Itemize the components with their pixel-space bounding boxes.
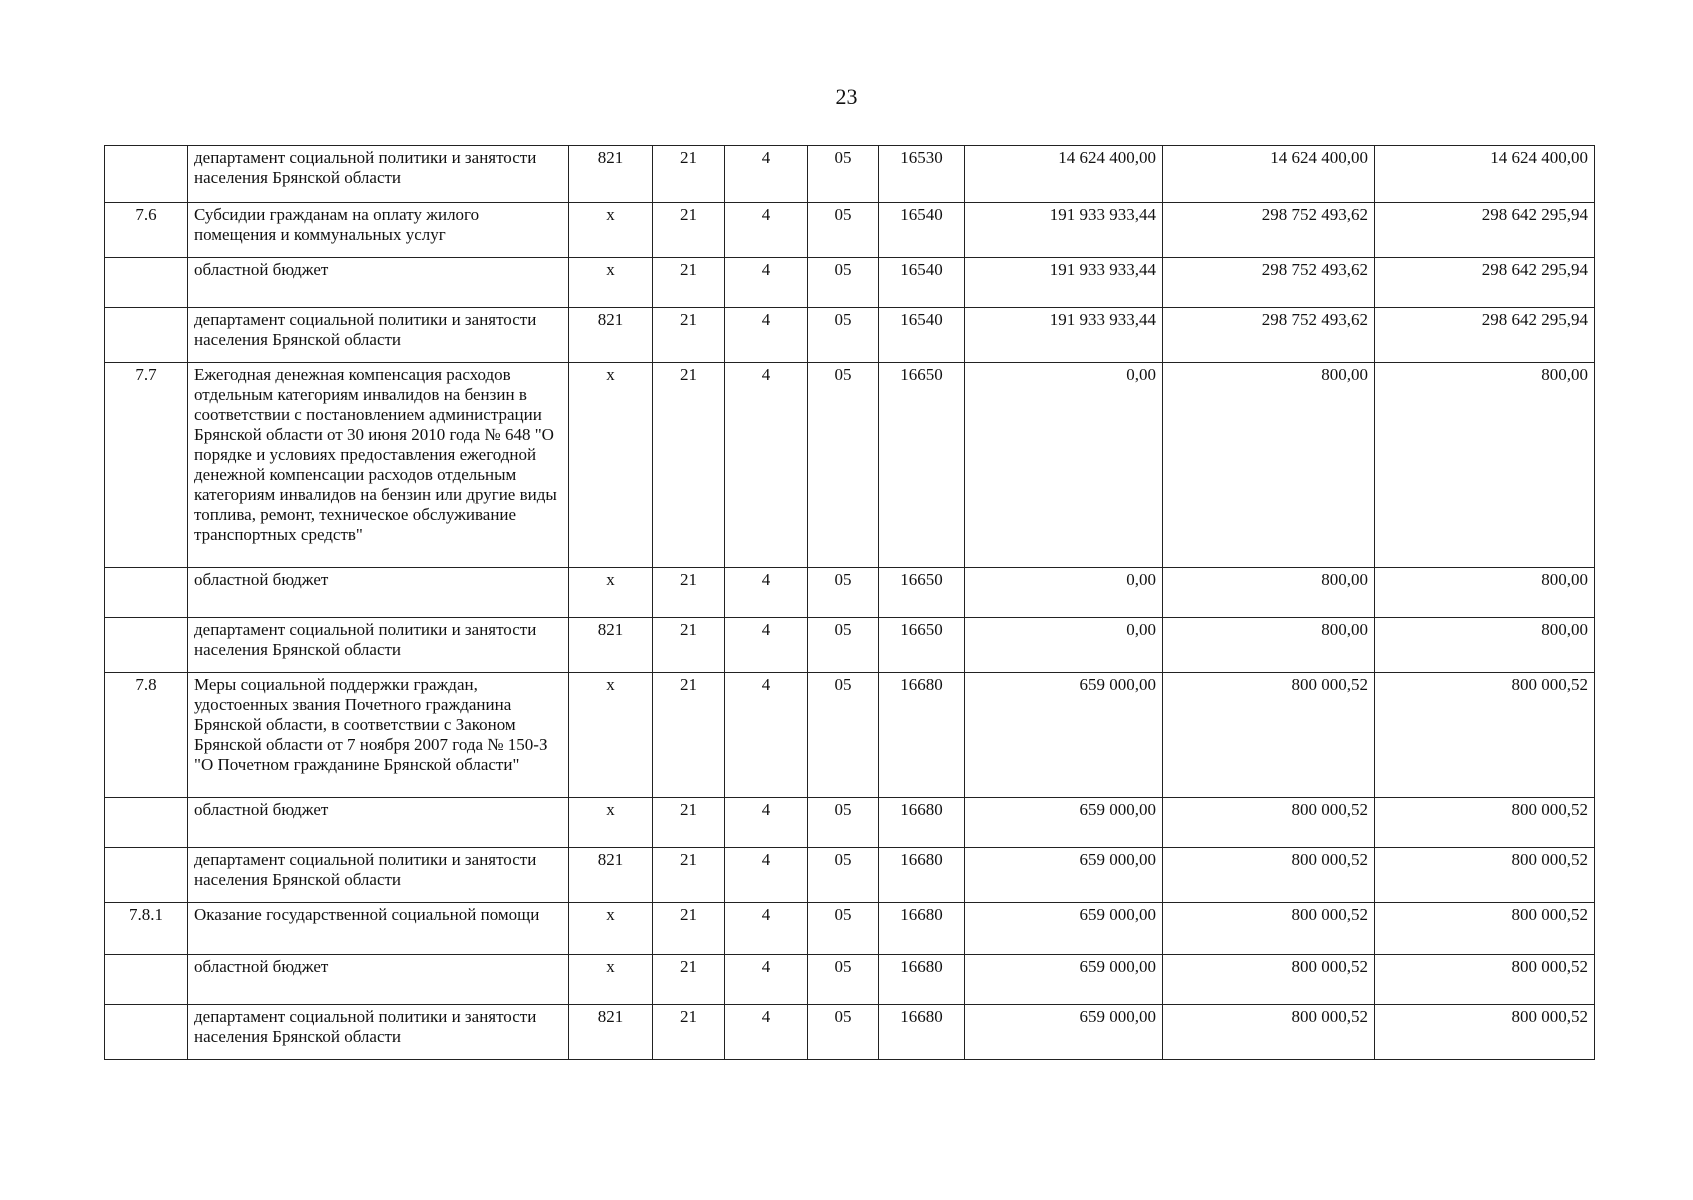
amount-year3-cell: 800 000,52 <box>1375 955 1595 1005</box>
section-code-cell: 21 <box>653 363 725 568</box>
row-number-cell <box>105 848 188 903</box>
program-code-cell: 05 <box>808 903 879 955</box>
subsection-code-cell: 4 <box>725 568 808 618</box>
grbs-code-cell: х <box>569 955 653 1005</box>
row-number-cell <box>105 258 188 308</box>
item-name-cell: областной бюджет <box>188 258 569 308</box>
direction-code-cell: 16540 <box>879 308 965 363</box>
row-number-cell: 7.8 <box>105 673 188 798</box>
amount-year3-cell: 800,00 <box>1375 363 1595 568</box>
direction-code-cell: 16680 <box>879 798 965 848</box>
amount-year2-cell: 14 624 400,00 <box>1163 146 1375 203</box>
table-row <box>105 1005 1595 1060</box>
section-code-cell: 21 <box>653 146 725 203</box>
subsection-code-cell: 4 <box>725 1005 808 1060</box>
grbs-code-cell: х <box>569 798 653 848</box>
amount-year1-cell: 191 933 933,44 <box>965 258 1163 308</box>
row-number-cell: 7.6 <box>105 203 188 258</box>
section-code-cell: 21 <box>653 618 725 673</box>
item-name-cell: областной бюджет <box>188 955 569 1005</box>
table-row <box>105 258 1595 308</box>
grbs-code-cell: 821 <box>569 1005 653 1060</box>
grbs-code-cell: 821 <box>569 308 653 363</box>
grbs-code-cell: х <box>569 673 653 798</box>
amount-year3-cell: 800,00 <box>1375 568 1595 618</box>
subsection-code-cell: 4 <box>725 363 808 568</box>
subsection-code-cell: 4 <box>725 203 808 258</box>
amount-year2-cell: 800 000,52 <box>1163 798 1375 848</box>
row-number-cell <box>105 955 188 1005</box>
subsection-code-cell: 4 <box>725 955 808 1005</box>
table-row <box>105 363 1595 568</box>
amount-year2-cell: 800 000,52 <box>1163 903 1375 955</box>
program-code-cell: 05 <box>808 955 879 1005</box>
amount-year3-cell: 800,00 <box>1375 618 1595 673</box>
grbs-code-cell: х <box>569 903 653 955</box>
subsection-code-cell: 4 <box>725 848 808 903</box>
amount-year1-cell: 191 933 933,44 <box>965 203 1163 258</box>
section-code-cell: 21 <box>653 1005 725 1060</box>
item-name-cell: департамент социальной политики и занятости населения Брянской области <box>188 848 569 903</box>
item-name-cell: департамент социальной политики и занятости населения Брянской области <box>188 1005 569 1060</box>
item-name-cell: Ежегодная денежная компенсация расходов отдельным категориям инвалидов на бензин в соответствии с постановлением администрации Брянской области от 30 июня 2010 года № 648 "О порядке и условиях предоставления ежегодной денежной компенсации расходов отдельным категориям инвалидов на бензин или другие виды топлива, ремонт, техническое обслуживание транспортных средств" <box>188 363 569 568</box>
amount-year1-cell: 659 000,00 <box>965 848 1163 903</box>
amount-year3-cell: 298 642 295,94 <box>1375 308 1595 363</box>
amount-year3-cell: 800 000,52 <box>1375 673 1595 798</box>
amount-year1-cell: 0,00 <box>965 363 1163 568</box>
amount-year3-cell: 800 000,52 <box>1375 798 1595 848</box>
amount-year3-cell: 298 642 295,94 <box>1375 258 1595 308</box>
table-row <box>105 568 1595 618</box>
amount-year3-cell: 14 624 400,00 <box>1375 146 1595 203</box>
amount-year1-cell: 659 000,00 <box>965 798 1163 848</box>
program-code-cell: 05 <box>808 308 879 363</box>
subsection-code-cell: 4 <box>725 618 808 673</box>
row-number-cell <box>105 798 188 848</box>
direction-code-cell: 16680 <box>879 848 965 903</box>
grbs-code-cell: 821 <box>569 848 653 903</box>
amount-year1-cell: 659 000,00 <box>965 673 1163 798</box>
amount-year2-cell: 800 000,52 <box>1163 955 1375 1005</box>
section-code-cell: 21 <box>653 203 725 258</box>
section-code-cell: 21 <box>653 308 725 363</box>
amount-year1-cell: 14 624 400,00 <box>965 146 1163 203</box>
amount-year1-cell: 0,00 <box>965 618 1163 673</box>
program-code-cell: 05 <box>808 673 879 798</box>
program-code-cell: 05 <box>808 146 879 203</box>
amount-year1-cell: 659 000,00 <box>965 903 1163 955</box>
table-row <box>105 203 1595 258</box>
item-name-cell: Субсидии гражданам на оплату жилого помещения и коммунальных услуг <box>188 203 569 258</box>
table-row <box>105 955 1595 1005</box>
direction-code-cell: 16540 <box>879 203 965 258</box>
row-number-cell <box>105 146 188 203</box>
subsection-code-cell: 4 <box>725 798 808 848</box>
direction-code-cell: 16680 <box>879 1005 965 1060</box>
grbs-code-cell: х <box>569 568 653 618</box>
item-name-cell: Меры социальной поддержки граждан, удостоенных звания Почетного гражданина Брянской области, в соответствии с Законом Брянской области от 7 ноября 2007 года № 150-З "О Почетном гражданине Брянской области" <box>188 673 569 798</box>
amount-year3-cell: 298 642 295,94 <box>1375 203 1595 258</box>
amount-year2-cell: 800,00 <box>1163 618 1375 673</box>
item-name-cell: департамент социальной политики и занятости населения Брянской области <box>188 308 569 363</box>
direction-code-cell: 16680 <box>879 903 965 955</box>
program-code-cell: 05 <box>808 848 879 903</box>
row-number-cell: 7.8.1 <box>105 903 188 955</box>
budget-table <box>104 145 1595 1060</box>
amount-year2-cell: 800 000,52 <box>1163 1005 1375 1060</box>
direction-code-cell: 16650 <box>879 618 965 673</box>
row-number-cell <box>105 308 188 363</box>
section-code-cell: 21 <box>653 903 725 955</box>
table-row <box>105 848 1595 903</box>
amount-year1-cell: 659 000,00 <box>965 955 1163 1005</box>
direction-code-cell: 16650 <box>879 363 965 568</box>
row-number-cell <box>105 618 188 673</box>
table-row <box>105 798 1595 848</box>
amount-year1-cell: 191 933 933,44 <box>965 308 1163 363</box>
section-code-cell: 21 <box>653 798 725 848</box>
item-name-cell: департамент социальной политики и занятости населения Брянской области <box>188 618 569 673</box>
section-code-cell: 21 <box>653 955 725 1005</box>
amount-year3-cell: 800 000,52 <box>1375 1005 1595 1060</box>
table-row <box>105 903 1595 955</box>
table-row <box>105 308 1595 363</box>
subsection-code-cell: 4 <box>725 146 808 203</box>
table-row <box>105 146 1595 203</box>
amount-year2-cell: 298 752 493,62 <box>1163 203 1375 258</box>
section-code-cell: 21 <box>653 673 725 798</box>
amount-year2-cell: 800 000,52 <box>1163 673 1375 798</box>
page-number: 23 <box>835 84 858 109</box>
direction-code-cell: 16530 <box>879 146 965 203</box>
row-number-cell <box>105 568 188 618</box>
subsection-code-cell: 4 <box>725 258 808 308</box>
table-row <box>105 673 1595 798</box>
item-name-cell: областной бюджет <box>188 798 569 848</box>
budget-table-body <box>105 146 1595 1060</box>
grbs-code-cell: 821 <box>569 618 653 673</box>
program-code-cell: 05 <box>808 363 879 568</box>
amount-year2-cell: 298 752 493,62 <box>1163 258 1375 308</box>
amount-year1-cell: 659 000,00 <box>965 1005 1163 1060</box>
program-code-cell: 05 <box>808 798 879 848</box>
item-name-cell: областной бюджет <box>188 568 569 618</box>
grbs-code-cell: х <box>569 258 653 308</box>
section-code-cell: 21 <box>653 568 725 618</box>
direction-code-cell: 16680 <box>879 955 965 1005</box>
direction-code-cell: 16650 <box>879 568 965 618</box>
row-number-cell <box>105 1005 188 1060</box>
amount-year1-cell: 0,00 <box>965 568 1163 618</box>
amount-year3-cell: 800 000,52 <box>1375 903 1595 955</box>
grbs-code-cell: 821 <box>569 146 653 203</box>
program-code-cell: 05 <box>808 1005 879 1060</box>
grbs-code-cell: х <box>569 203 653 258</box>
subsection-code-cell: 4 <box>725 673 808 798</box>
table-row <box>105 618 1595 673</box>
program-code-cell: 05 <box>808 258 879 308</box>
direction-code-cell: 16540 <box>879 258 965 308</box>
grbs-code-cell: х <box>569 363 653 568</box>
subsection-code-cell: 4 <box>725 308 808 363</box>
section-code-cell: 21 <box>653 848 725 903</box>
program-code-cell: 05 <box>808 203 879 258</box>
amount-year2-cell: 298 752 493,62 <box>1163 308 1375 363</box>
program-code-cell: 05 <box>808 618 879 673</box>
subsection-code-cell: 4 <box>725 903 808 955</box>
section-code-cell: 21 <box>653 258 725 308</box>
item-name-cell: Оказание государственной социальной помощи <box>188 903 569 955</box>
amount-year2-cell: 800 000,52 <box>1163 848 1375 903</box>
amount-year3-cell: 800 000,52 <box>1375 848 1595 903</box>
item-name-cell: департамент социальной политики и занятости населения Брянской области <box>188 146 569 203</box>
program-code-cell: 05 <box>808 568 879 618</box>
direction-code-cell: 16680 <box>879 673 965 798</box>
amount-year2-cell: 800,00 <box>1163 363 1375 568</box>
amount-year2-cell: 800,00 <box>1163 568 1375 618</box>
row-number-cell: 7.7 <box>105 363 188 568</box>
